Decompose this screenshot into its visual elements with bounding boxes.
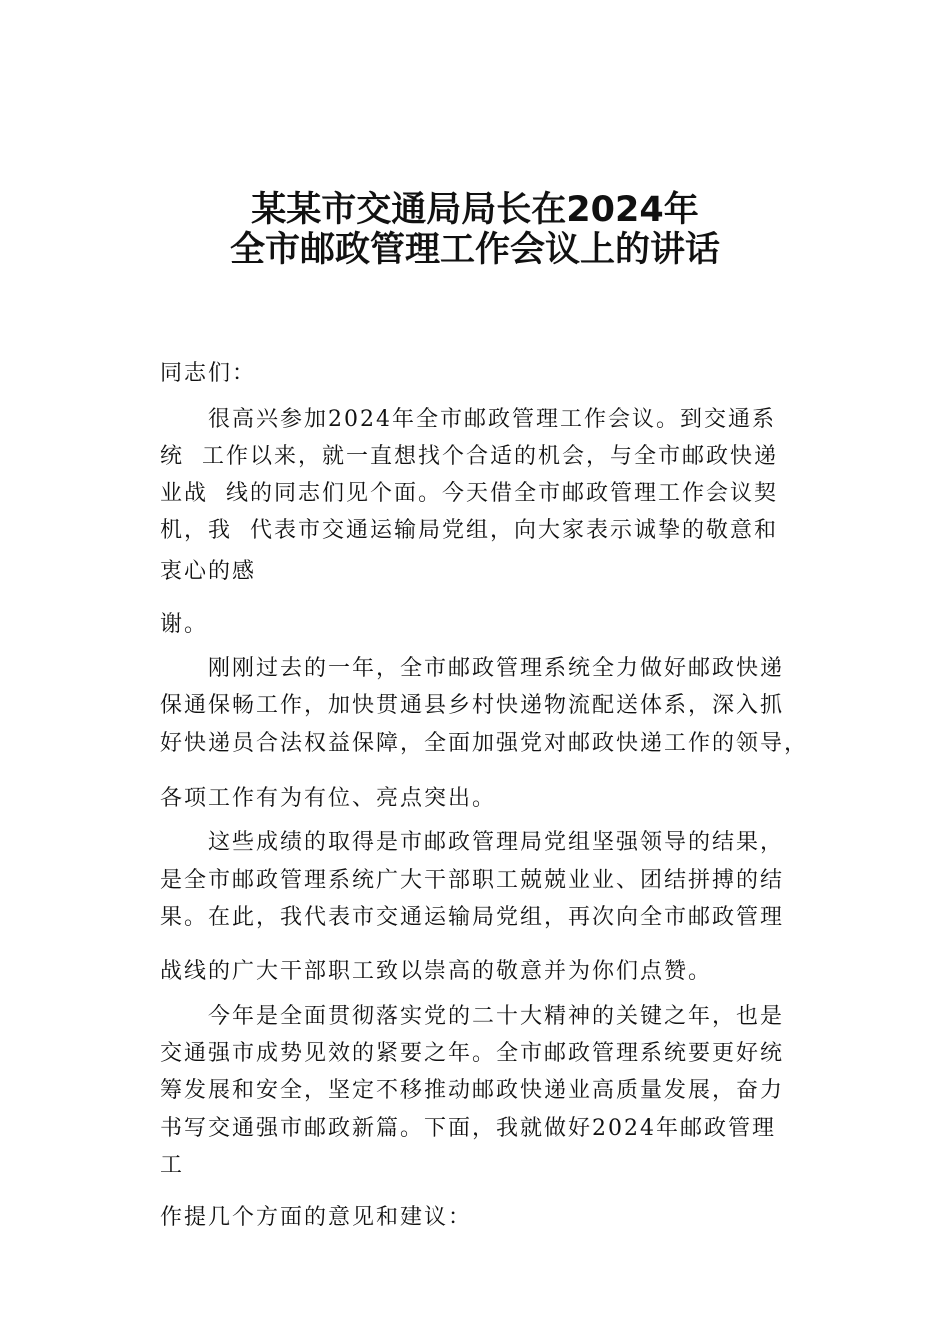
paragraph-1-line-4: 机，我 代表市交通运输局党组，向大家表示诚挚的敬意和 bbox=[160, 518, 778, 543]
paragraph-1-line-6: 谢。 bbox=[160, 612, 209, 637]
paragraph-1-line-1: 很高兴参加2024年全市邮政管理工作会议。到交通系 bbox=[208, 407, 776, 432]
paragraph-3-line-3: 果。在此，我代表市交通运输局党组，再次向全市邮政管理 bbox=[160, 905, 785, 930]
document-title-line-2: 全市邮政管理工作会议上的讲话 bbox=[229, 230, 720, 270]
salutation: 同志们： bbox=[160, 361, 257, 386]
paragraph-4-line-3: 筹发展和安全，坚定不移推动邮政快递业高质量发展，奋力 bbox=[160, 1078, 785, 1103]
paragraph-1-line-5: 衷心的感 bbox=[160, 559, 257, 584]
paragraph-1-line-3: 业战 线的同志们见个面。今天借全市邮政管理工作会议契 bbox=[160, 481, 778, 506]
paragraph-2-line-3: 好快递员合法权益保障，全面加强党对邮政快递工作的领导， bbox=[160, 731, 809, 756]
paragraph-2-line-4: 各项工作有为有位、亮点突出。 bbox=[160, 786, 497, 811]
paragraph-3-line-4: 战线的广大干部职工致以崇高的敬意并为你们点赞。 bbox=[160, 959, 713, 984]
paragraph-4-line-6: 作提几个方面的意见和建议： bbox=[160, 1205, 473, 1230]
paragraph-4-line-4: 书写交通强市邮政新篇。下面，我就做好2024年邮政管理 bbox=[160, 1116, 776, 1141]
paragraph-3-line-1: 这些成绩的取得是市邮政管理局党组坚强领导的结果， bbox=[208, 830, 785, 855]
paragraph-4-line-2: 交通强市成势见效的紧要之年。全市邮政管理系统要更好统 bbox=[160, 1041, 785, 1066]
paragraph-2-line-1: 刚刚过去的一年，全市邮政管理系统全力做好邮政快递 bbox=[208, 656, 785, 681]
paragraph-4-line-5: 工 bbox=[160, 1153, 185, 1178]
document-title-line-1: 某某市交通局局长在2024年 bbox=[251, 190, 699, 230]
paragraph-1-line-2: 统 工作以来，就一直想找个合适的机会，与全市邮政快递 bbox=[160, 444, 778, 469]
paragraph-2-line-2: 保通保畅工作，加快贯通县乡村快递物流配送体系，深入抓 bbox=[160, 693, 785, 718]
paragraph-4-line-1: 今年是全面贯彻落实党的二十大精神的关键之年，也是 bbox=[208, 1004, 785, 1029]
paragraph-3-line-2: 是全市邮政管理系统广大干部职工兢兢业业、团结拼搏的结 bbox=[160, 868, 785, 893]
